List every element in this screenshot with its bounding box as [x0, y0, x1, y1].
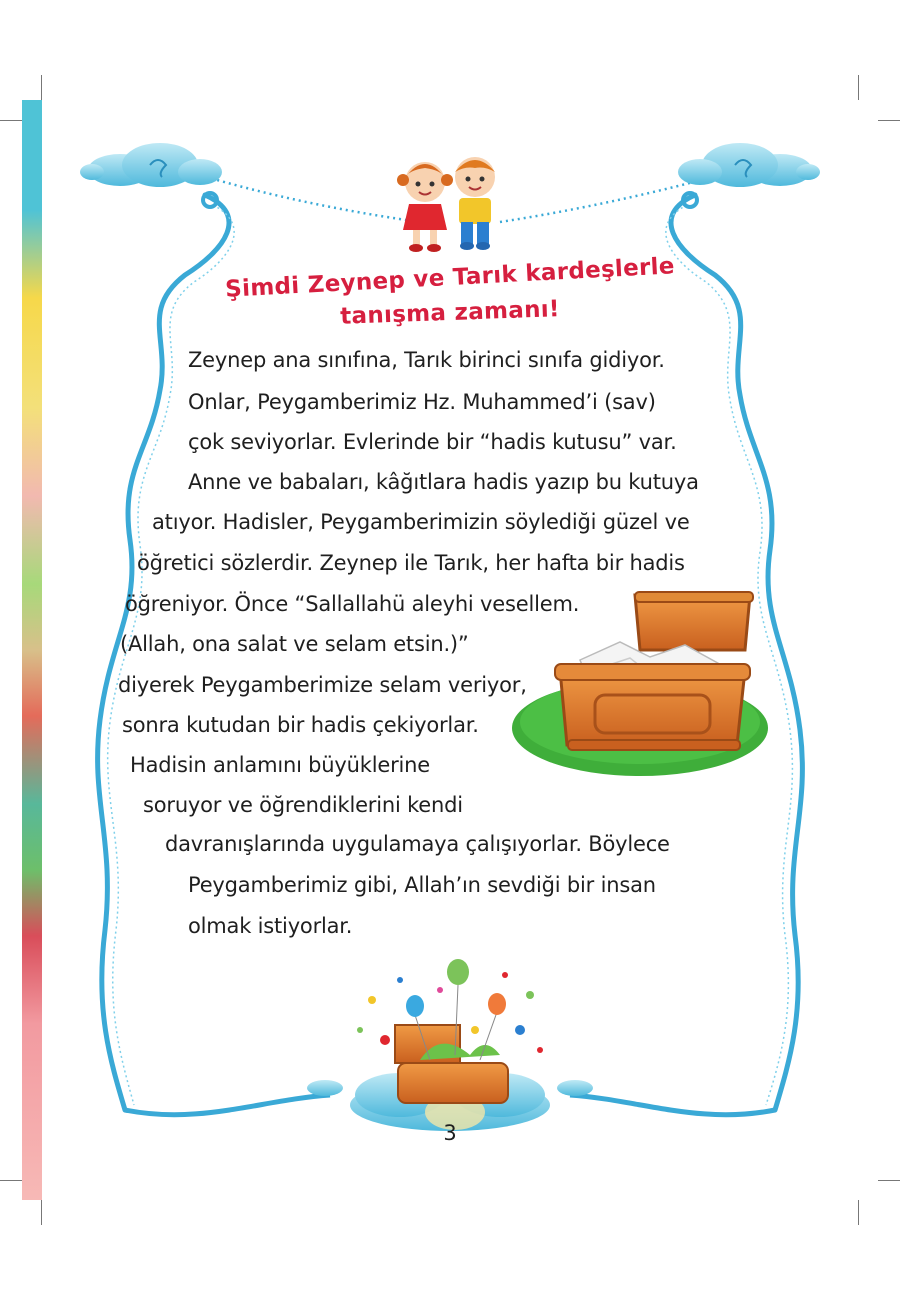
body-line: (Allah, ona salat ve selam etsin.)”	[120, 632, 469, 656]
children-illustration	[397, 157, 495, 252]
bottom-illustration	[350, 959, 550, 1131]
cloud-right-icon	[678, 143, 820, 187]
body-line: çok seviyorlar. Evlerinde bir “hadis kutusu” var.	[188, 430, 677, 454]
body-line: öğreniyor. Önce “Sallallahü aleyhi vesellem.	[125, 592, 580, 616]
cloud-left-icon	[80, 143, 222, 187]
body-line: soruyor ve öğrendiklerini kendi	[143, 793, 463, 817]
body-line: Zeynep ana sınıfına, Tarık birinci sınıfa gidiyor.	[188, 348, 665, 372]
page-title-line1: Şimdi Zeynep ve Tarık kardeşlerle	[224, 253, 676, 303]
body-line: davranışlarında uygulamaya çalışıyorlar. Böylece	[165, 832, 670, 856]
page-title-line2: tanışma zamanı!	[339, 296, 561, 330]
page-number: 3	[443, 1121, 457, 1145]
body-line: öğretici sözlerdir. Zeynep ile Tarık, her hafta bir hadis	[137, 551, 685, 575]
body-line: sonra kutudan bir hadis çekiyorlar.	[122, 713, 479, 737]
body-line: Onlar, Peygamberimiz Hz. Muhammed’i (sav)	[188, 390, 656, 414]
hadis-box-illustration	[512, 592, 768, 776]
body-line: Peygamberimiz gibi, Allah’ın sevdiği bir insan	[188, 873, 656, 897]
body-line: atıyor. Hadisler, Peygamberimizin söylediği güzel ve	[152, 510, 690, 534]
body-line: Hadisin anlamını büyüklerine	[130, 753, 430, 777]
body-line: Anne ve babaları, kâğıtlara hadis yazıp bu kutuya	[188, 470, 699, 494]
body-line: olmak istiyorlar.	[188, 914, 353, 938]
body-line: diyerek Peygamberimize selam veriyor,	[118, 673, 527, 697]
